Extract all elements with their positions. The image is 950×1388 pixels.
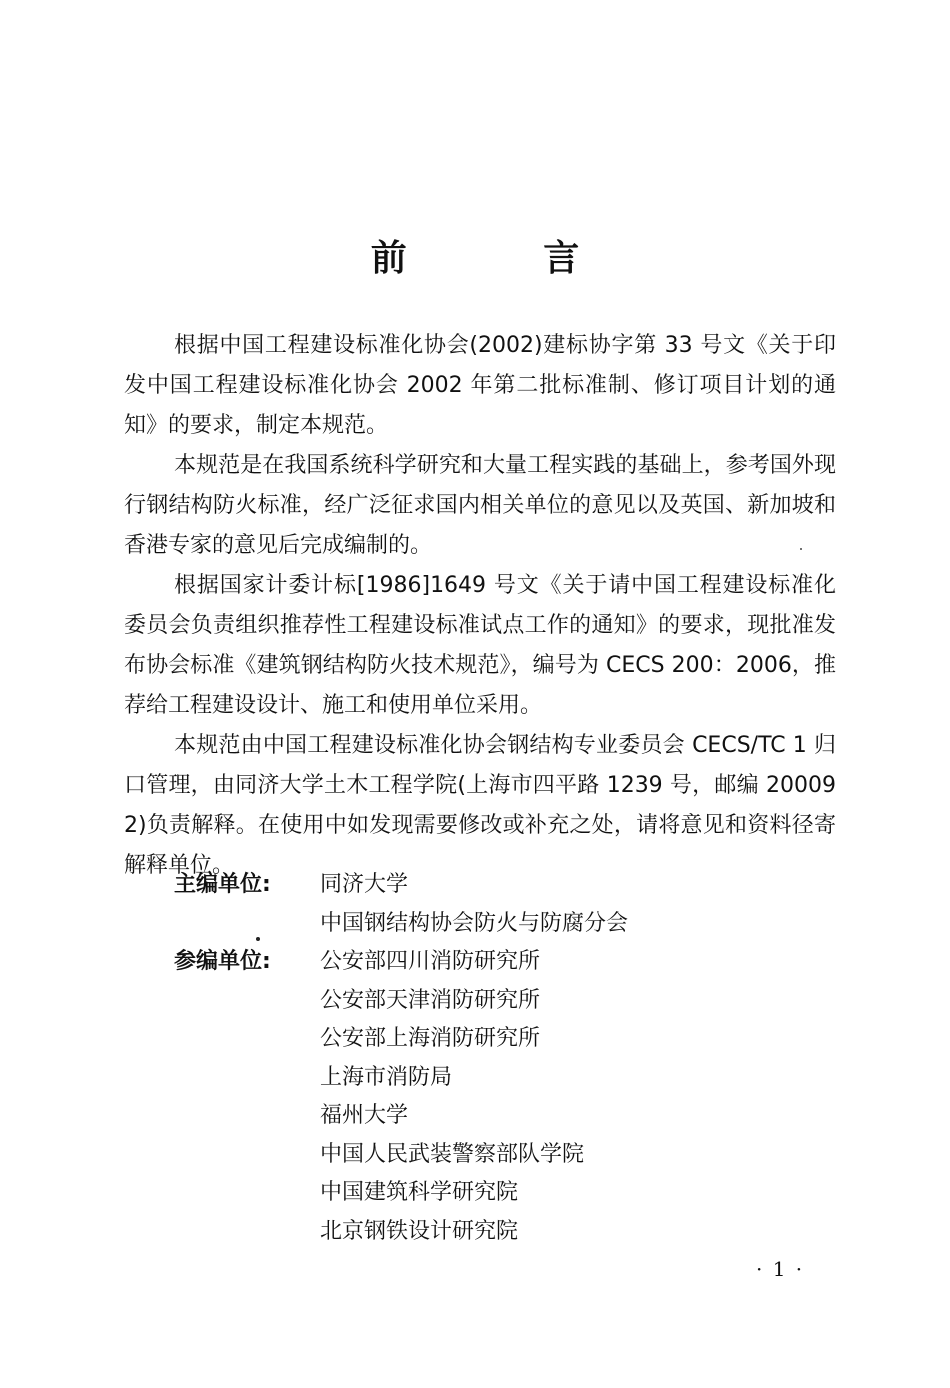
participating-editor-label xyxy=(174,943,320,1251)
participating-editor-unit: 公安部四川消防研究所 xyxy=(320,949,541,974)
emphasis-dot xyxy=(256,937,260,941)
participating-editor-unit: 上海市消防局 xyxy=(320,1064,453,1090)
chief-editor-unit: 中国钢结构协会防火与防腐分会 xyxy=(320,910,629,936)
editor-units xyxy=(174,866,774,1251)
paragraph-management: 本规范由中国工程建设标准化协会钢结构专业委员会 CECS/TC 1 归口管理，由同济大学土木工程学院(上海市四平路 1239 号，邮编 200092)负责解释。在使用中如发现需要修改或补充之处，请将意见和资料径寄解释单位。 xyxy=(124,733,836,878)
participating-editor-unit: 公安部天津消防研究所 xyxy=(320,987,541,1013)
participating-editor-unit: 公安部上海消防研究所 xyxy=(320,1026,541,1051)
chief-editor-unit: 同济大学 xyxy=(320,872,409,897)
print-speck xyxy=(800,548,802,550)
foreword-body xyxy=(124,326,836,886)
participating-editor-label-text: 参编单位: xyxy=(174,949,271,974)
page-title: 前 言 xyxy=(370,238,642,280)
participating-editor-list xyxy=(320,943,584,1251)
paragraph-basis: 根据中国工程建设标准化协会(2002)建标协字第 33 号文《关于印发中国工程建设标准化协会 2002 年第二批标准制、修订项目计划的通知》的要求，制定本规范。 xyxy=(124,333,836,438)
chief-editor-label: 主编单位: xyxy=(174,872,271,897)
paragraph-approval: 根据国家计委计标[1986]1649 号文《关于请中国工程建设标准化委员会负责组织推荐性工程建设标准试点工作的通知》的要求，现批准发布协会标准《建筑钢结构防火技术规范》，编号为 CECS 200：2006，推荐给工程建设设计、施工和使用单位采用。 xyxy=(124,573,836,718)
page-number: · 1 · xyxy=(756,1257,805,1281)
participating-editor-unit: 北京钢铁设计研究院 xyxy=(320,1218,519,1244)
chief-editor-group xyxy=(174,866,774,943)
paragraph-research: 本规范是在我国系统科学研究和大量工程实践的基础上，参考国外现行钢结构防火标准，经广泛征求国内相关单位的意见以及英国、新加坡和香港专家的意见后完成编制的。 xyxy=(124,453,836,558)
participating-editor-unit: 中国建筑科学研究院 xyxy=(320,1180,519,1205)
participating-editor-unit: 中国人民武装警察部队学院 xyxy=(320,1141,585,1167)
chief-editor-list xyxy=(320,866,628,943)
participating-editor-group xyxy=(174,943,774,1251)
participating-editor-unit: 福州大学 xyxy=(320,1103,409,1128)
